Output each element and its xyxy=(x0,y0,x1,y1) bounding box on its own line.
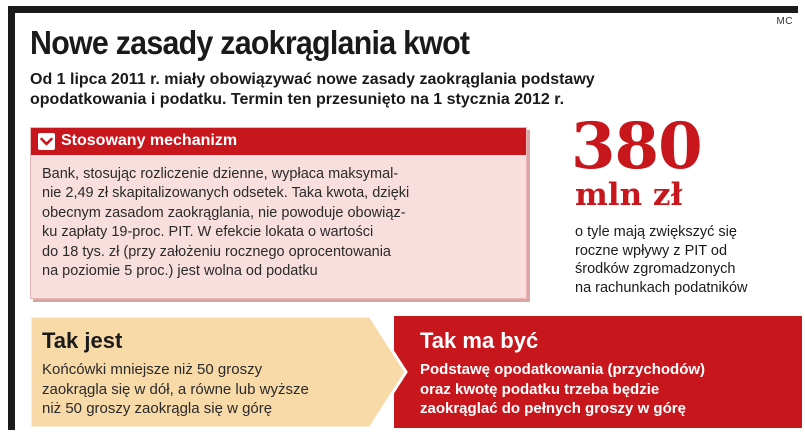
chevron-down-icon xyxy=(38,133,55,150)
mechanism-line: ku zapłaty 19-proc. PIT. W efekcie lokata o wartości xyxy=(42,224,374,241)
mechanism-line: na poziomie 5 proc.) jest wolna od podatku xyxy=(42,263,318,280)
highlight-line: o tyle mają zwiększyć się xyxy=(575,224,737,240)
current-rule-panel xyxy=(30,316,410,428)
mechanism-heading: Stosowany mechanizm xyxy=(61,132,238,149)
new-rule-panel xyxy=(394,316,802,428)
lead-line: Od 1 lipca 2011 r. miały obowiązywać nowe zasady zaokrąglania podstawy xyxy=(30,71,595,88)
current-rule-line: Końcówki mniejsze niż 50 groszy xyxy=(42,361,263,378)
frame-top-border xyxy=(8,6,798,13)
mechanism-line: Bank, stosując rozliczenie dzienne, wypłaca maksymal- xyxy=(42,166,399,182)
highlight-unit: mln zł xyxy=(575,177,683,213)
mechanism-line: nie 2,49 zł skapitalizowanych odsetek. Taka kwota, dzięki xyxy=(42,185,410,202)
new-rule-line: zaokrąglać do pełnych groszy w górę xyxy=(420,400,686,417)
current-rule-line: zaokrągla się w dół, a równe lub wyższe xyxy=(42,380,309,398)
mechanism-header xyxy=(31,128,526,155)
page-title: Nowe zasady zaokrąglania kwot xyxy=(30,24,470,61)
lead-line: opodatkowania i podatku. Termin ten przesunięto na 1 stycznia 2012 r. xyxy=(30,91,565,108)
highlight-line: roczne wpływy z PIT od xyxy=(575,242,728,259)
new-rule-title: Tak ma być xyxy=(420,328,539,353)
frame-left-border xyxy=(8,6,15,430)
highlight-number: 380 xyxy=(571,109,702,184)
highlight-line: na rachunkach podatników xyxy=(575,279,748,296)
new-rule-line: Podstawę opodatkowania (przychodów) xyxy=(420,361,706,378)
current-rule-title: Tak jest xyxy=(42,328,123,353)
author-credit: MC xyxy=(776,16,793,27)
highlight-description xyxy=(575,223,800,297)
mechanism-panel xyxy=(30,127,527,299)
new-rule-text xyxy=(420,360,800,419)
mechanism-line: do 18 tys. zł (przy założeniu rocznego oprocentowania xyxy=(42,243,391,260)
current-rule-line: niż 50 groszy zaokrągla się w górę xyxy=(42,400,273,417)
highlight-line: środków zgromadzonych xyxy=(575,261,736,277)
mechanism-line: obecnym zasadom zaokrąglania, nie powoduje obowiąz- xyxy=(42,204,406,221)
mechanism-text xyxy=(42,165,522,281)
current-rule-text xyxy=(42,360,392,419)
lead-paragraph xyxy=(30,70,790,110)
new-rule-line: oraz kwotę podatku trzeba będzie xyxy=(420,380,660,398)
